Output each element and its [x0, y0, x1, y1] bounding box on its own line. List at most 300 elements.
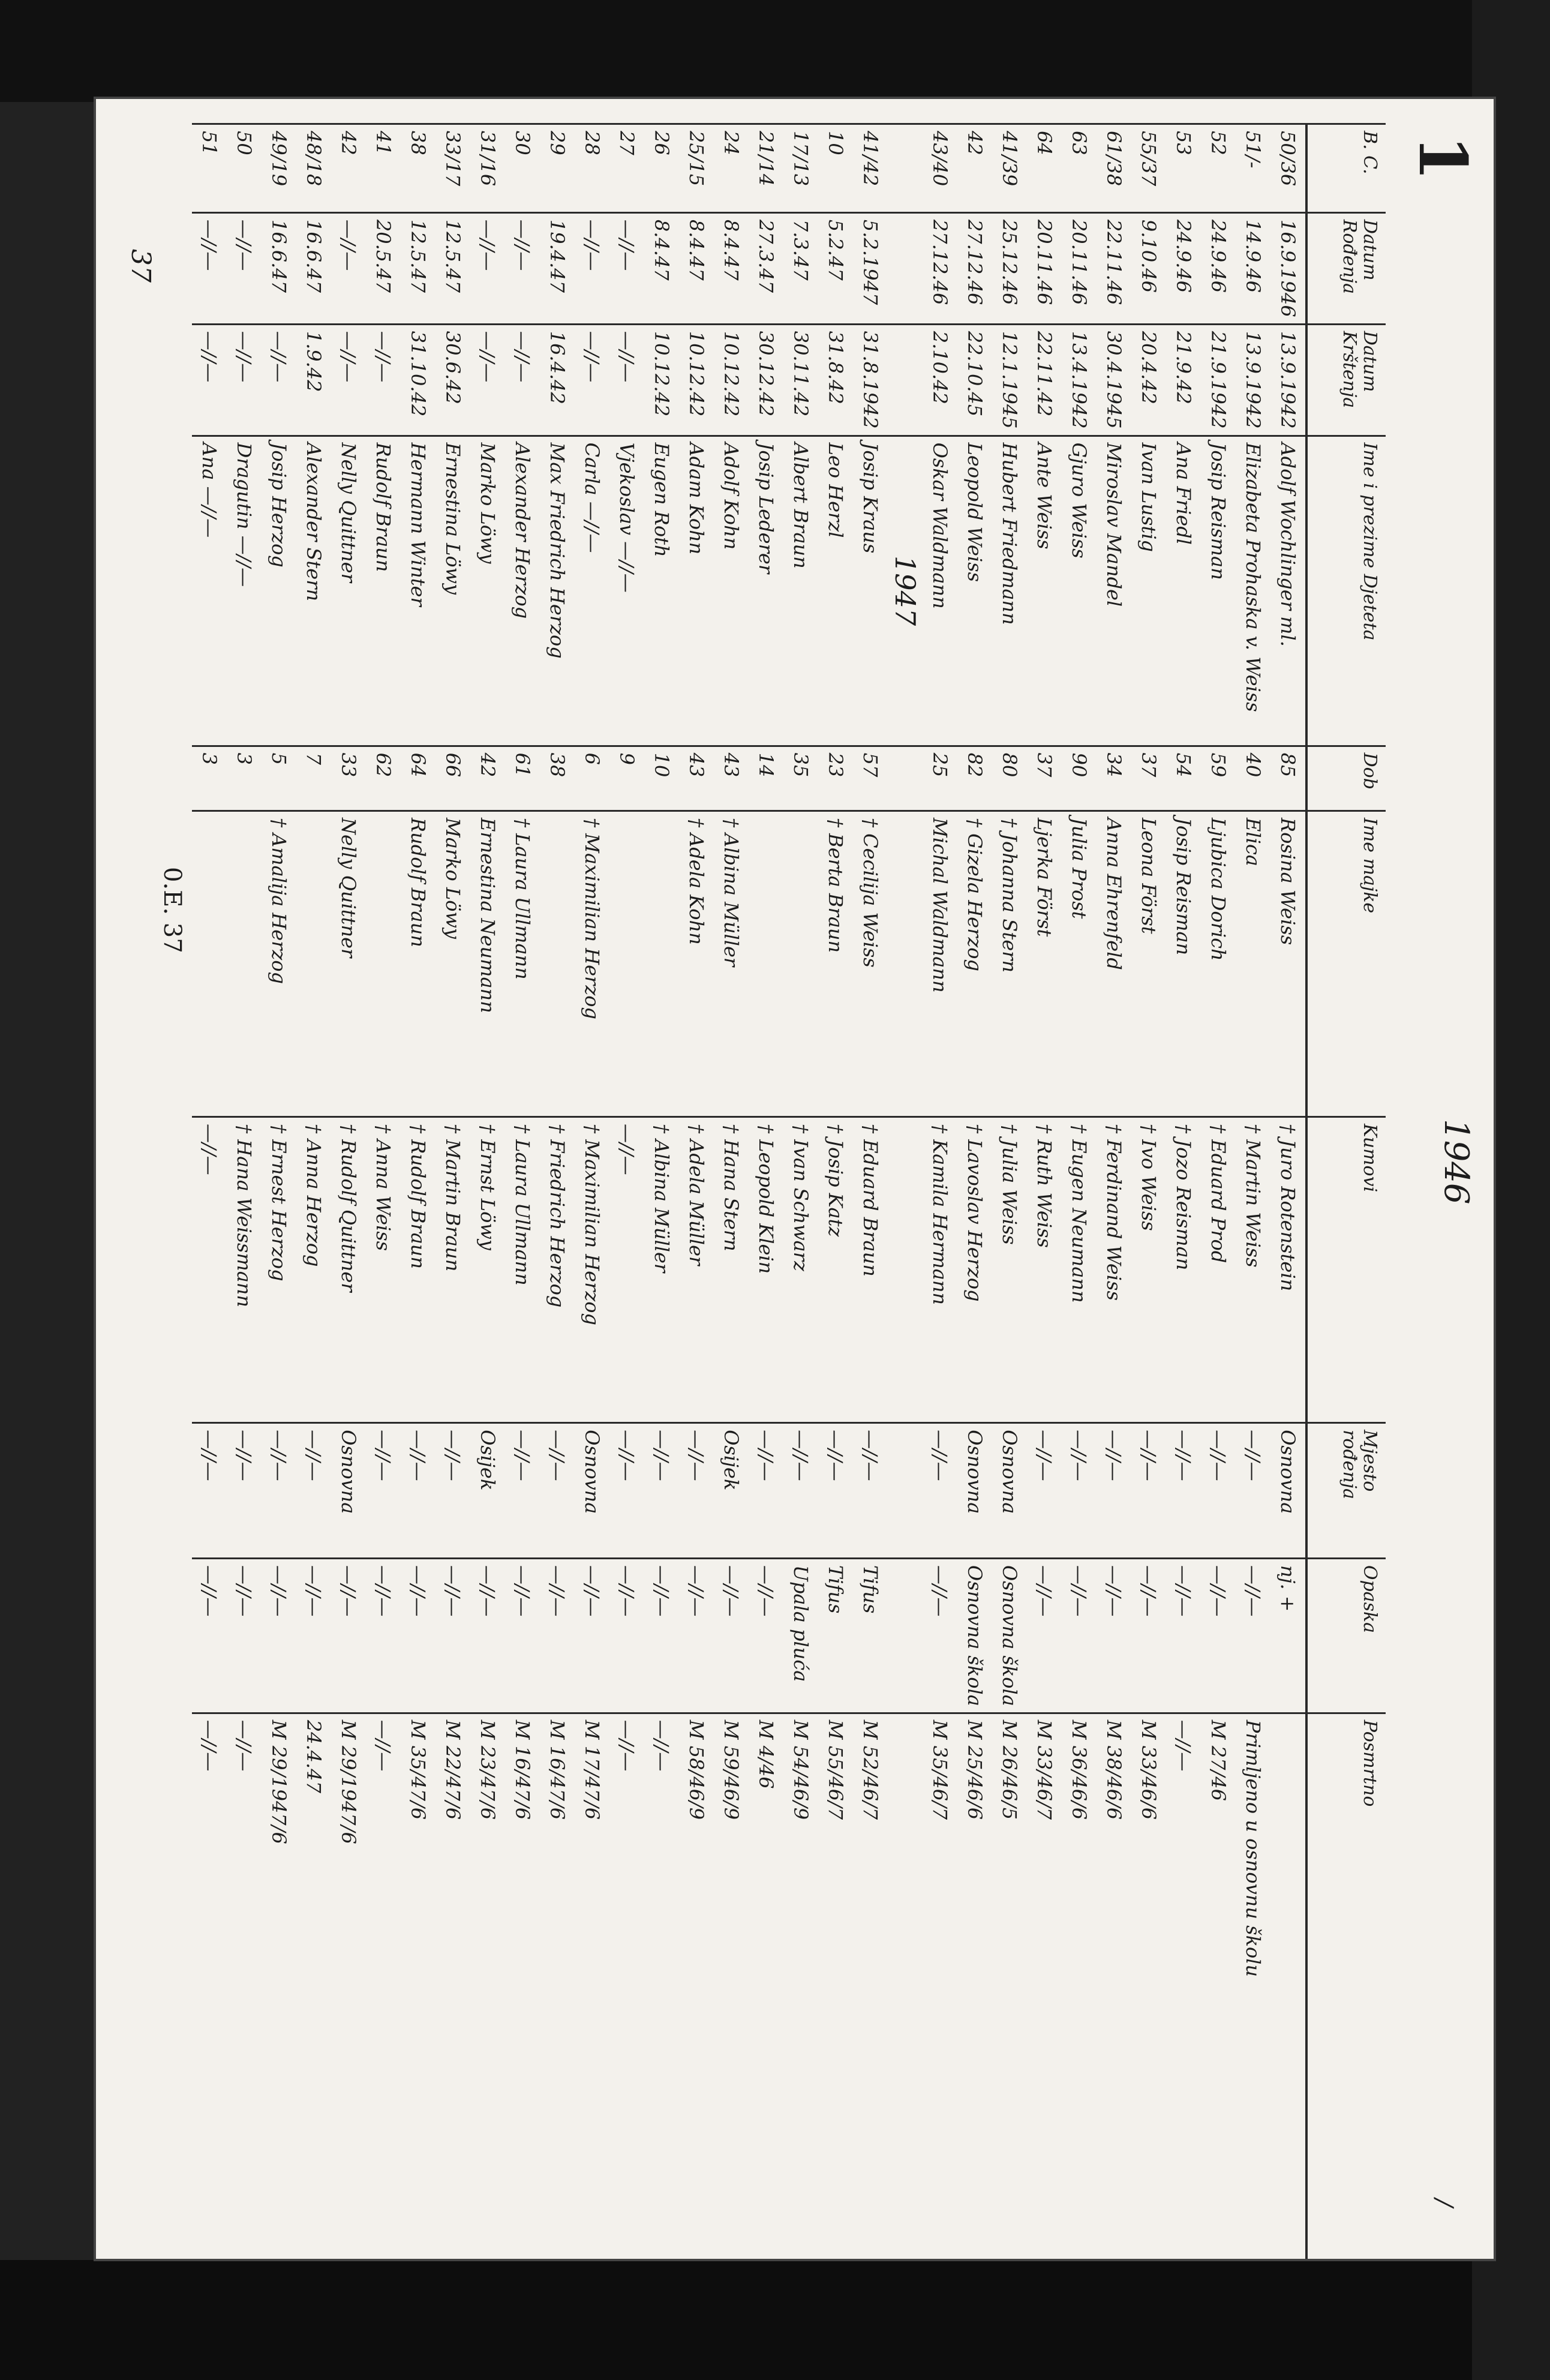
- table-cell: Leopold Weiss: [957, 436, 992, 746]
- table-cell: † Adela Kohn: [679, 811, 714, 1117]
- table-cell: 35: [783, 746, 818, 811]
- table-cell: —//—: [1166, 1423, 1201, 1559]
- table-cell: Dragutin —//—: [227, 436, 262, 746]
- table-cell: 22.11.46: [1097, 212, 1131, 324]
- table-cell: —//—: [262, 1558, 296, 1713]
- table-cell: 66: [435, 746, 470, 811]
- footer-stamp: 0.E. 37: [158, 867, 186, 953]
- table-cell: 9.10.46: [1131, 212, 1166, 324]
- table-cell: 22.11.42: [1027, 324, 1062, 436]
- table-cell: —//—: [366, 1558, 401, 1713]
- table-cell: 40: [1236, 746, 1270, 811]
- table-cell: 41/39: [992, 124, 1027, 213]
- table-cell: —//—: [1062, 1558, 1097, 1713]
- table-cell: † Josip Katz: [818, 1117, 853, 1423]
- table-cell: Rosina Weiss: [1270, 811, 1306, 1117]
- table-cell: M 59/46/9: [714, 1713, 749, 2259]
- scan-border-top: [0, 0, 1550, 102]
- table-cell: —//—: [192, 1423, 227, 1559]
- table-cell: 5.2.1947: [853, 212, 888, 324]
- table-cell: —//—: [505, 324, 540, 436]
- table-cell: M 27/46: [1201, 1713, 1236, 2259]
- table-cell: Josip Reisman: [1201, 436, 1236, 746]
- table-cell: Rudolf Braun: [401, 811, 435, 1117]
- table-cell: 62: [366, 746, 401, 811]
- table-cell: M 4/46: [749, 1713, 783, 2259]
- rows-1946: [923, 124, 1306, 2259]
- table-row: [401, 124, 435, 2259]
- section-year-label: 1947: [888, 436, 923, 746]
- table-row: [783, 124, 818, 2259]
- table-cell: M 54/46/9: [783, 1713, 818, 2259]
- table-cell: 20.5.47: [366, 212, 401, 324]
- table-cell: —//—: [923, 1558, 957, 1713]
- table-cell: Vjekoslav —//—: [609, 436, 644, 746]
- table-cell: —//—: [609, 1558, 644, 1713]
- table-cell: 13.4.1942: [1062, 324, 1097, 436]
- table-cell: † Laura Ullmann: [505, 1117, 540, 1423]
- table-cell: 31.10.42: [401, 324, 435, 436]
- table-cell: 37: [1027, 746, 1062, 811]
- table-cell: Eugen Roth: [644, 436, 679, 746]
- table-cell: † Martin Weiss: [1236, 1117, 1270, 1423]
- table-cell: 6: [575, 746, 609, 811]
- table-cell: Adam Kohn: [679, 436, 714, 746]
- table-cell: —//—: [1027, 1558, 1062, 1713]
- table-row: [262, 124, 296, 2259]
- table-cell: [296, 811, 331, 1117]
- table-cell: —//—: [296, 1423, 331, 1559]
- table-cell: —//—: [644, 1558, 679, 1713]
- table-cell: 51/-: [1236, 124, 1270, 213]
- table-cell: [644, 811, 679, 1117]
- table-cell: Marko Löwy: [435, 811, 470, 1117]
- table-cell: † Berta Braun: [818, 811, 853, 1117]
- table-cell: —//—: [470, 1558, 505, 1713]
- table-cell: 21.9.42: [1166, 324, 1201, 436]
- table-row: [470, 124, 505, 2259]
- table-cell: —//—: [331, 324, 366, 436]
- table-cell: —//—: [227, 1558, 262, 1713]
- table-cell: † Albina Müller: [644, 1117, 679, 1423]
- table-cell: 12.1.1945: [992, 324, 1027, 436]
- table-cell: M 26/46/5: [992, 1713, 1027, 2259]
- table-cell: 13.9.1942: [1236, 324, 1270, 436]
- table-cell: Ana Friedl: [1166, 436, 1201, 746]
- table-cell: —//—: [1201, 1558, 1236, 1713]
- table-cell: Leo Herzl: [818, 436, 853, 746]
- table-cell: 20.11.46: [1027, 212, 1062, 324]
- table-cell: Gjuro Weiss: [1062, 436, 1097, 746]
- table-cell: 64: [1027, 124, 1062, 213]
- table-cell: M 23/47/6: [470, 1713, 505, 2259]
- table-cell: 59: [1201, 746, 1236, 811]
- table-cell: 37: [1131, 746, 1166, 811]
- table-cell: 30.11.42: [783, 324, 818, 436]
- table-cell: —//—: [192, 212, 227, 324]
- table-cell: —//—: [192, 324, 227, 436]
- table-cell: —//—: [262, 324, 296, 436]
- table-cell: —//—: [853, 1423, 888, 1559]
- table-row: [679, 124, 714, 2259]
- table-cell: 85: [1270, 746, 1306, 811]
- table-cell: 24: [714, 124, 749, 213]
- table-cell: Ljerka Först: [1027, 811, 1062, 1117]
- table-cell: —//—: [679, 1558, 714, 1713]
- table-cell: Hermann Winter: [401, 436, 435, 746]
- table-cell: —//—: [818, 1423, 853, 1559]
- table-cell: 25.12.46: [992, 212, 1027, 324]
- table-cell: † Ivo Weiss: [1131, 1117, 1166, 1423]
- table-cell: 16.6.47: [262, 212, 296, 324]
- table-cell: —//—: [1166, 1713, 1201, 2259]
- table-cell: 12.5.47: [401, 212, 435, 324]
- table-cell: 31.8.1942: [853, 324, 888, 436]
- table-cell: † Friedrich Herzog: [540, 1117, 575, 1423]
- table-cell: Osnovna škola: [992, 1558, 1027, 1713]
- table-cell: —//—: [575, 1558, 609, 1713]
- table-cell: 48/18: [296, 124, 331, 213]
- table-cell: 16.6.47: [296, 212, 331, 324]
- table-cell: —//—: [609, 1423, 644, 1559]
- table-cell: † Ernst Löwy: [470, 1117, 505, 1423]
- table-cell: 38: [401, 124, 435, 213]
- table-cell: Osnovna: [331, 1423, 366, 1559]
- table-cell: 19.4.47: [540, 212, 575, 324]
- table-cell: —//—: [644, 1423, 679, 1559]
- table-cell: M 33/46/7: [1027, 1713, 1062, 2259]
- table-cell: M 17/47/6: [575, 1713, 609, 2259]
- table-cell: —//—: [540, 1558, 575, 1713]
- table-cell: 31.8.42: [818, 324, 853, 436]
- table-cell: —//—: [1062, 1423, 1097, 1559]
- table-cell: 80: [992, 746, 1027, 811]
- table-cell: 27.12.46: [923, 212, 957, 324]
- table-cell: —//—: [366, 1713, 401, 2259]
- table-cell: Nelly Quittner: [331, 436, 366, 746]
- table-cell: —//—: [366, 1423, 401, 1559]
- table-cell: 7.3.47: [783, 212, 818, 324]
- table-cell: Elica: [1236, 811, 1270, 1117]
- table-cell: 25: [923, 746, 957, 811]
- table-cell: 42: [957, 124, 992, 213]
- table-cell: [227, 811, 262, 1117]
- table-cell: † Ivan Schwarz: [783, 1117, 818, 1423]
- table-cell: 30.12.42: [749, 324, 783, 436]
- table-cell: † Rudolf Quittner: [331, 1117, 366, 1423]
- table-cell: Hubert Friedmann: [992, 436, 1027, 746]
- ledger-header: [1374, 99, 1494, 2259]
- table-cell: Oskar Waldmann: [923, 436, 957, 746]
- table-cell: 5: [262, 746, 296, 811]
- table-cell: † Ferdinand Weiss: [1097, 1117, 1131, 1423]
- table-row: [540, 124, 575, 2259]
- table-cell: —//—: [262, 1423, 296, 1559]
- table-cell: † Laura Ullmann: [505, 811, 540, 1117]
- table-cell: Osnovna: [957, 1423, 992, 1559]
- table-cell: —//—: [1131, 1558, 1166, 1713]
- table-cell: † Martin Braun: [435, 1117, 470, 1423]
- table-cell: 16.4.42: [540, 324, 575, 436]
- column-header: Datum Krštenja: [1306, 324, 1386, 436]
- table-row: [853, 124, 888, 2259]
- table-cell: Ante Weiss: [1027, 436, 1062, 746]
- table-cell: —//—: [644, 1713, 679, 2259]
- table-row: [192, 124, 227, 2259]
- table-cell: M 52/46/7: [853, 1713, 888, 2259]
- year-heading: 1946: [1437, 1119, 1476, 1205]
- table-cell: M 38/46/6: [1097, 1713, 1131, 2259]
- table-cell: —//—: [192, 1558, 227, 1713]
- table-cell: —//—: [749, 1558, 783, 1713]
- table-row: [644, 124, 679, 2259]
- table-cell: 51: [192, 124, 227, 213]
- table-cell: † Hana Weissmann: [227, 1117, 262, 1423]
- table-cell: Leona Först: [1131, 811, 1166, 1117]
- table-cell: 61: [505, 746, 540, 811]
- table-cell: 17/13: [783, 124, 818, 213]
- table-cell: Josip Reisman: [1166, 811, 1201, 1117]
- table-cell: —//—: [227, 324, 262, 436]
- table-cell: † Amalija Herzog: [262, 811, 296, 1117]
- table-cell: M 29/1947/6: [331, 1713, 366, 2259]
- table-cell: 22.10.45: [957, 324, 992, 436]
- table-cell: † Eduard Braun: [853, 1117, 888, 1423]
- table-cell: Osnovna škola: [957, 1558, 992, 1713]
- table-cell: —//—: [609, 1117, 644, 1423]
- table-cell: M 16/47/6: [540, 1713, 575, 2259]
- table-cell: —//—: [470, 212, 505, 324]
- table-row: [366, 124, 401, 2259]
- table-cell: 82: [957, 746, 992, 811]
- table-cell: Tifus: [818, 1558, 853, 1713]
- table-cell: † Ernest Herzog: [262, 1117, 296, 1423]
- table-cell: 43: [714, 746, 749, 811]
- page-number: 1: [1404, 135, 1482, 181]
- table-cell: nj. +: [1270, 1558, 1306, 1713]
- table-row: [296, 124, 331, 2259]
- table-cell: 8.4.47: [714, 212, 749, 324]
- table-cell: —//—: [366, 324, 401, 436]
- table-cell: —//—: [227, 1713, 262, 2259]
- table-cell: M 58/46/9: [679, 1713, 714, 2259]
- table-cell: Alexander Herzog: [505, 436, 540, 746]
- table-cell: Osnovna: [992, 1423, 1027, 1559]
- table-cell: 12.5.47: [435, 212, 470, 324]
- table-cell: Tifus: [853, 1558, 888, 1713]
- table-cell: † Anna Weiss: [366, 1117, 401, 1423]
- table-cell: 20.4.42: [1131, 324, 1166, 436]
- table-cell: 27.3.47: [749, 212, 783, 324]
- table-cell: Ivan Lustig: [1131, 436, 1166, 746]
- table-cell: —//—: [923, 1423, 957, 1559]
- table-cell: 53: [1166, 124, 1201, 213]
- table-row: [1270, 124, 1306, 2259]
- table-cell: 24.9.46: [1166, 212, 1201, 324]
- table-cell: 8.4.47: [679, 212, 714, 324]
- table-cell: 26: [644, 124, 679, 213]
- table-cell: † Rudolf Braun: [401, 1117, 435, 1423]
- table-cell: 5.2.47: [818, 212, 853, 324]
- table-cell: † Cecilija Weiss: [853, 811, 888, 1117]
- table-cell: 42: [331, 124, 366, 213]
- ledger-sheet: [96, 99, 1494, 2259]
- table-row: [714, 124, 749, 2259]
- column-header: Opaska: [1306, 1558, 1386, 1713]
- table-cell: Julia Prost: [1062, 811, 1097, 1117]
- table-cell: † Lavoslav Herzog: [957, 1117, 992, 1423]
- table-cell: Osnovna: [1270, 1423, 1306, 1559]
- table-row: [435, 124, 470, 2259]
- table-cell: 10.12.42: [679, 324, 714, 436]
- table-cell: —//—: [1097, 1558, 1131, 1713]
- table-cell: —//—: [227, 212, 262, 324]
- table-cell: —//—: [227, 1423, 262, 1559]
- table-cell: † Albina Müller: [714, 811, 749, 1117]
- table-cell: —//—: [609, 324, 644, 436]
- table-cell: M 25/46/6: [957, 1713, 992, 2259]
- table-cell: 3: [227, 746, 262, 811]
- table-cell: 63: [1062, 124, 1097, 213]
- table-cell: 33: [331, 746, 366, 811]
- table-cell: M 55/46/7: [818, 1713, 853, 2259]
- table-cell: Upala pluća: [783, 1558, 818, 1713]
- table-cell: M 22/47/6: [435, 1713, 470, 2259]
- table-row: [1201, 124, 1236, 2259]
- table-cell: Ljubica Dorich: [1201, 811, 1236, 1117]
- table-cell: 20.11.46: [1062, 212, 1097, 324]
- table-cell: Ana —//—: [192, 436, 227, 746]
- table-row: [818, 124, 853, 2259]
- table-cell: Adolf Wochlinger ml.: [1270, 436, 1306, 746]
- table-cell: 9: [609, 746, 644, 811]
- table-cell: † Maximilian Herzog: [575, 811, 609, 1117]
- table-cell: 28: [575, 124, 609, 213]
- table-cell: Nelly Quittner: [331, 811, 366, 1117]
- table-cell: M 16/47/6: [505, 1713, 540, 2259]
- table-cell: † Leopold Klein: [749, 1117, 783, 1423]
- table-row: [957, 124, 992, 2259]
- table-cell: 50/36: [1270, 124, 1306, 213]
- table-cell: 16.9.1946: [1270, 212, 1306, 324]
- table-cell: —//—: [1236, 1423, 1270, 1559]
- table-cell: —//—: [331, 1558, 366, 1713]
- table-cell: † Kamila Hermann: [923, 1117, 957, 1423]
- table-cell: —//—: [331, 212, 366, 324]
- table-row: [1097, 124, 1131, 2259]
- table-cell: Michal Waldmann: [923, 811, 957, 1117]
- table-cell: † Jozo Reisman: [1166, 1117, 1201, 1423]
- table-cell: 21.9.1942: [1201, 324, 1236, 436]
- table-cell: —//—: [679, 1423, 714, 1559]
- table-cell: 57: [853, 746, 888, 811]
- table-cell: 52: [1201, 124, 1236, 213]
- table-cell: Josip Herzog: [262, 436, 296, 746]
- table-cell: Osijek: [714, 1423, 749, 1559]
- column-header: Ime majke: [1306, 811, 1386, 1117]
- table-cell: —//—: [505, 212, 540, 324]
- table-cell: † Ruth Weiss: [1027, 1117, 1062, 1423]
- table-cell: [783, 811, 818, 1117]
- table-cell: —//—: [192, 1713, 227, 2259]
- table-cell: —//—: [575, 324, 609, 436]
- register-table: [192, 123, 1386, 2259]
- table-cell: 24.4.47: [296, 1713, 331, 2259]
- table-row: [1062, 124, 1097, 2259]
- table-cell: Marko Löwy: [470, 436, 505, 746]
- column-header: Kumovi: [1306, 1117, 1386, 1423]
- table-cell: † Hana Stern: [714, 1117, 749, 1423]
- column-header: Datum Rođenja: [1306, 212, 1386, 324]
- table-cell: —//—: [401, 1423, 435, 1559]
- table-cell: 8.4.47: [644, 212, 679, 324]
- table-cell: 34: [1097, 746, 1131, 811]
- column-header: Ime i prezime Djeteta: [1306, 436, 1386, 746]
- table-cell: † Gizela Herzog: [957, 811, 992, 1117]
- table-cell: 90: [1062, 746, 1097, 811]
- table-cell: —//—: [192, 1117, 227, 1423]
- table-cell: [1270, 1713, 1306, 2259]
- table-row: [992, 124, 1027, 2259]
- column-header: B. C.: [1306, 124, 1386, 213]
- table-cell: 14: [749, 746, 783, 811]
- table-cell: 27.12.46: [957, 212, 992, 324]
- table-cell: 33/17: [435, 124, 470, 213]
- ledger-paper: [96, 99, 1494, 2259]
- table-cell: † Anna Herzog: [296, 1117, 331, 1423]
- table-cell: —//—: [435, 1558, 470, 1713]
- table-cell: Osijek: [470, 1423, 505, 1559]
- table-cell: Ernestina Neumann: [470, 811, 505, 1117]
- table-cell: Josip Lederer: [749, 436, 783, 746]
- table-cell: 10.12.42: [644, 324, 679, 436]
- table-cell: —//—: [1201, 1423, 1236, 1559]
- table-cell: † Johanna Stern: [992, 811, 1027, 1117]
- table-row: [331, 124, 366, 2259]
- table-row: [749, 124, 783, 2259]
- table-cell: 29: [540, 124, 575, 213]
- table-cell: 24.9.46: [1201, 212, 1236, 324]
- table-cell: —//—: [1166, 1558, 1201, 1713]
- table-cell: 54: [1166, 746, 1201, 811]
- table-cell: M 33/46/6: [1131, 1713, 1166, 2259]
- page-mark: /: [1430, 2199, 1458, 2207]
- table-cell: [366, 811, 401, 1117]
- table-cell: Alexander Stern: [296, 436, 331, 746]
- table-cell: 41: [366, 124, 401, 213]
- table-cell: Osnovna: [575, 1423, 609, 1559]
- table-cell: [609, 811, 644, 1117]
- rows-1947: [192, 124, 888, 2259]
- table-cell: 42: [470, 746, 505, 811]
- column-header: Mjesto rođenja: [1306, 1423, 1386, 1559]
- table-cell: † Juro Rotenstein: [1270, 1117, 1306, 1423]
- table-cell: Adolf Kohn: [714, 436, 749, 746]
- table-cell: † Maximilian Herzog: [575, 1117, 609, 1423]
- table-cell: Elizabeta Prohaska v. Weiss: [1236, 436, 1270, 746]
- table-cell: 2.10.42: [923, 324, 957, 436]
- table-cell: [749, 811, 783, 1117]
- table-cell: —//—: [609, 1713, 644, 2259]
- table-cell: —//—: [505, 1558, 540, 1713]
- table-cell: 7: [296, 746, 331, 811]
- table-row: [1131, 124, 1166, 2259]
- table-cell: † Adela Müller: [679, 1117, 714, 1423]
- footer-mark: 37: [125, 249, 156, 283]
- table-cell: Carla —//—: [575, 436, 609, 746]
- table-cell: † Eduard Prod: [1201, 1117, 1236, 1423]
- table-cell: [540, 811, 575, 1117]
